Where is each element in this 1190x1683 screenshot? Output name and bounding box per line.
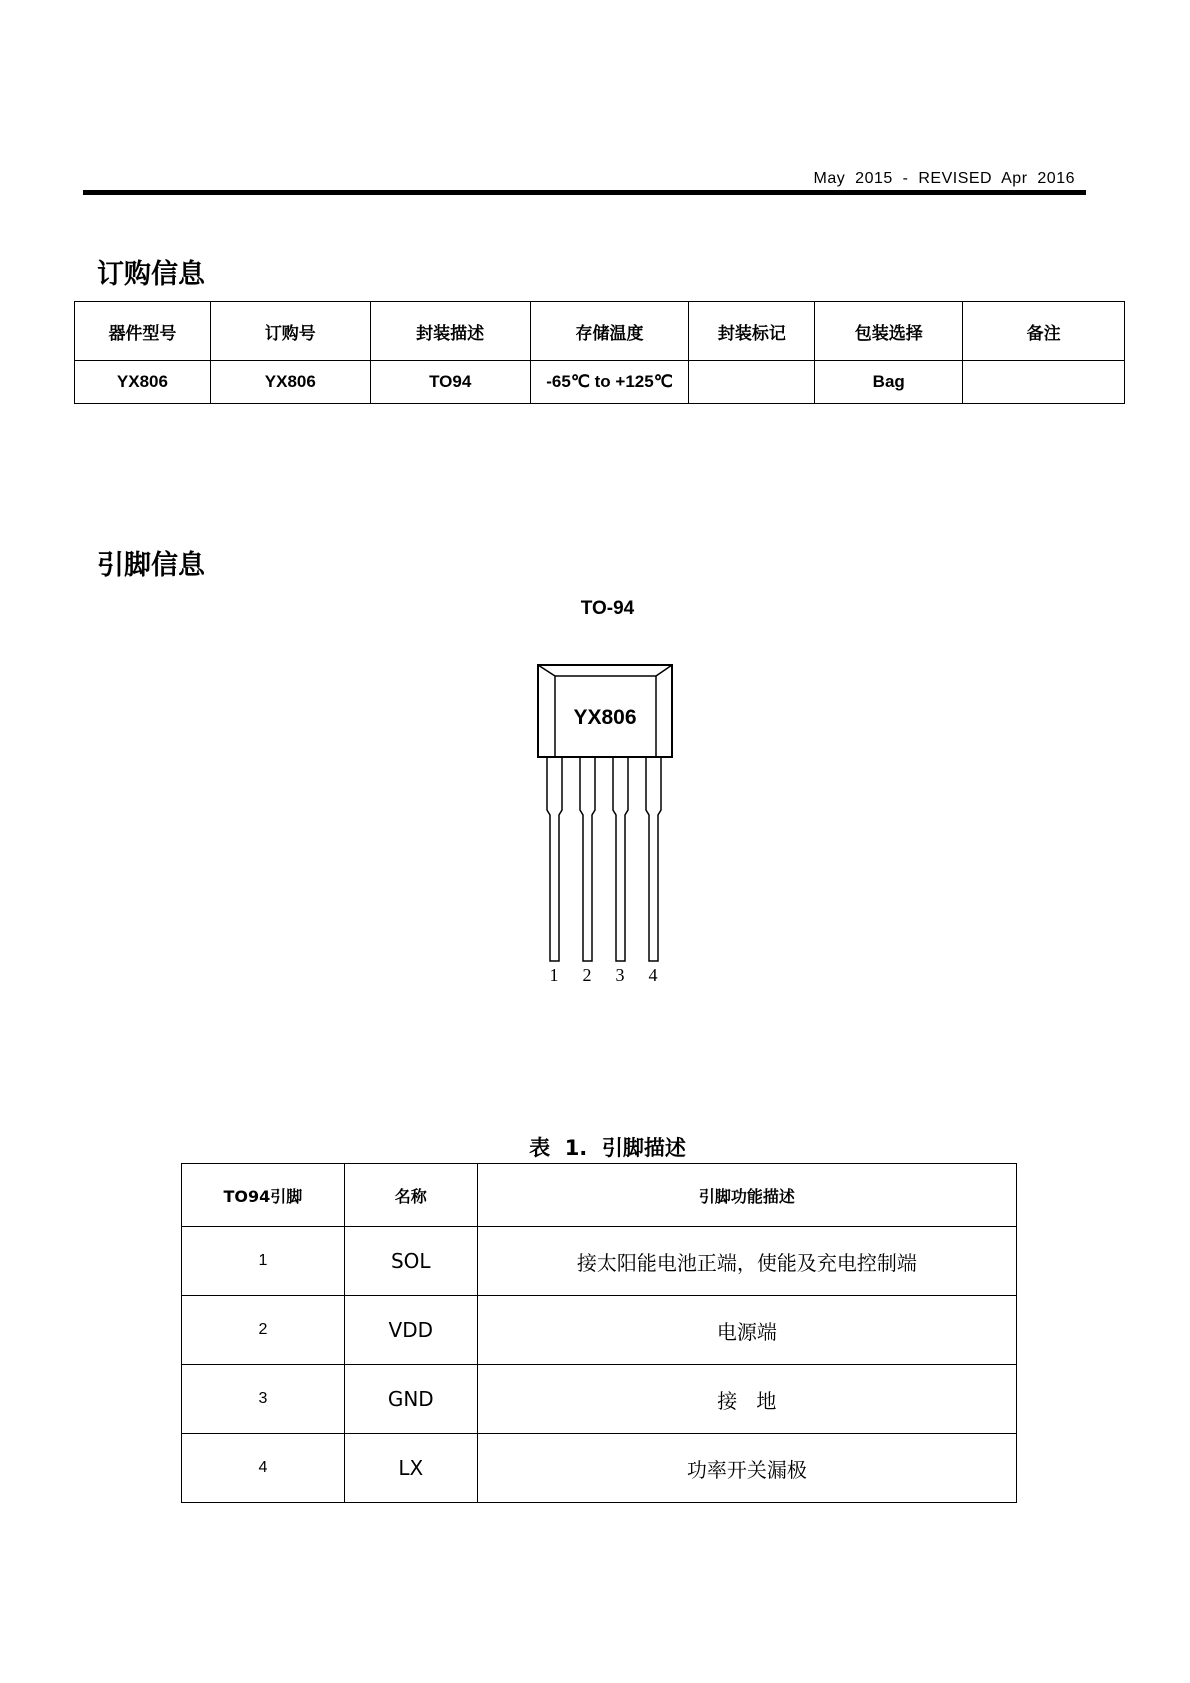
pin-number: 3 <box>615 965 625 985</box>
ordering-header-row <box>75 302 1125 361</box>
pin-cell-name: LX <box>344 1434 477 1503</box>
pin-col-name: 名称 <box>344 1164 477 1227</box>
pin-description-table <box>181 1163 1017 1503</box>
pin-col-pin: TO94引脚 <box>182 1164 345 1227</box>
ordering-cell-marking <box>689 361 815 404</box>
pin-cell-name: SOL <box>344 1227 477 1296</box>
lead-2 <box>580 757 595 961</box>
ordering-col-marking: 封装标记 <box>689 302 815 361</box>
pin-cell-function: 接 地 <box>477 1365 1016 1434</box>
ordering-col-part: 器件型号 <box>75 302 211 361</box>
to94-package-diagram <box>520 655 700 985</box>
ordering-cell-notes <box>963 361 1125 404</box>
pin-table-caption: 表 1. 引脚描述 <box>529 1136 686 1160</box>
ordering-col-package: 封装描述 <box>370 302 530 361</box>
ordering-cell-storage-temp: -65℃ to +125℃ <box>530 361 689 404</box>
pin-cell-name: GND <box>344 1365 477 1434</box>
header-rule <box>83 190 1086 195</box>
ordering-col-notes: 备注 <box>963 302 1125 361</box>
chip-marking: YX806 <box>573 706 637 729</box>
ordering-info-title: 订购信息 <box>97 259 205 290</box>
table-row <box>182 1296 1017 1365</box>
ordering-table <box>74 301 1125 404</box>
package-leads <box>547 757 661 961</box>
lead-1 <box>547 757 562 961</box>
pin-cell-number: 4 <box>182 1434 345 1503</box>
pin-number: 1 <box>549 965 559 985</box>
pin-table-header-row <box>182 1164 1017 1227</box>
pin-number: 2 <box>582 965 592 985</box>
table-row <box>182 1365 1017 1434</box>
revision-date: May 2015 - REVISED Apr 2016 <box>813 170 1075 187</box>
ordering-cell-packing: Bag <box>815 361 963 404</box>
pin-cell-function: 接太阳能电池正端，使能及充电控制端 <box>477 1227 1016 1296</box>
pin-cell-number: 2 <box>182 1296 345 1365</box>
pin-cell-function: 功率开关漏极 <box>477 1434 1016 1503</box>
lead-4 <box>646 757 661 961</box>
ordering-cell-order-no: YX806 <box>210 361 370 404</box>
table-row <box>75 361 1125 404</box>
lead-3 <box>613 757 628 961</box>
ordering-col-order-no: 订购号 <box>210 302 370 361</box>
ordering-cell-package: TO94 <box>370 361 530 404</box>
pin-cell-number: 1 <box>182 1227 345 1296</box>
pin-cell-number: 3 <box>182 1365 345 1434</box>
ordering-cell-part: YX806 <box>75 361 211 404</box>
package-label: TO-94 <box>580 598 635 619</box>
pin-info-title: 引脚信息 <box>97 550 205 581</box>
pin-cell-name: VDD <box>344 1296 477 1365</box>
ordering-col-storage-temp: 存储温度 <box>530 302 689 361</box>
pin-number: 4 <box>648 965 658 985</box>
ordering-col-packing: 包装选择 <box>815 302 963 361</box>
table-row <box>182 1227 1017 1296</box>
pin-cell-function: 电源端 <box>477 1296 1016 1365</box>
pin-col-function: 引脚功能描述 <box>477 1164 1016 1227</box>
table-row <box>182 1434 1017 1503</box>
